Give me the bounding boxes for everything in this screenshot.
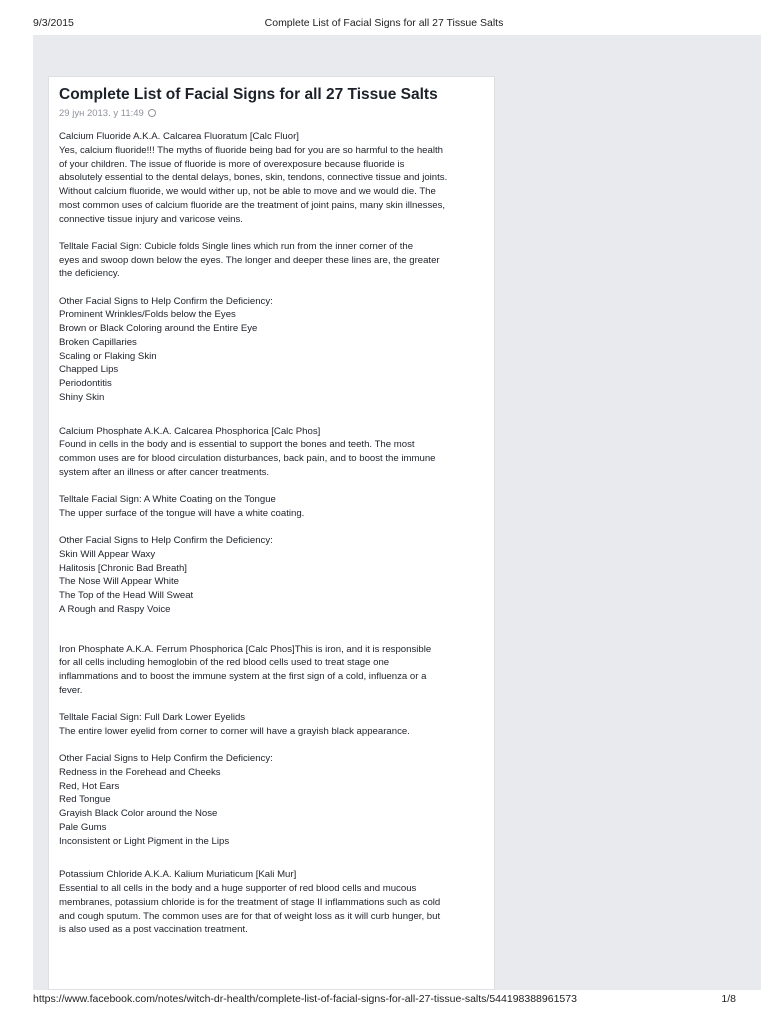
section-description-line: of your children. The issue of fluoride is more of overexposure because fluoride is xyxy=(59,158,405,170)
section-description-line: system after an illness or after cancer treatments. xyxy=(59,466,270,478)
print-url: https://www.facebook.com/notes/witch-dr-health/complete-list-of-facial-signs-for-all-27-tissue-salts/544198388961573 xyxy=(33,993,577,1005)
section-description-line: is also used as a post vaccination treatment. xyxy=(59,924,248,936)
other-sign-item: Periodontitis xyxy=(59,378,112,389)
section-heading: Calcium Fluoride A.K.A. Calcarea Fluoratum [Calc Fluor] xyxy=(59,131,299,142)
section-description-line: for all cells including hemoglobin of the red blood cells used to treat stage one xyxy=(59,657,390,669)
other-signs-heading: Other Facial Signs to Help Confirm the Deficiency: xyxy=(59,535,273,546)
print-page-number: 1/8 xyxy=(721,993,736,1005)
section-description-line: Yes, calcium fluoride!!! The myths of fluoride being bad for you are so harmful to the health xyxy=(59,144,443,156)
other-sign-item: Shiny Skin xyxy=(59,391,105,403)
spacer xyxy=(59,848,489,868)
section-heading: Potassium Chloride A.K.A. Kalium Muriaticum [Kali Mur] xyxy=(59,869,297,881)
section-description-line: Found in cells in the body and is essential to support the bones and teeth. The most xyxy=(59,439,415,451)
section-description-line: Iron Phosphate A.K.A. Ferrum Phosphorica [Calc Phos]This is iron, and it is responsible xyxy=(59,643,432,655)
section-description-line: and cough sputum. The common uses are for that of weight loss as it will curb hunger, but xyxy=(59,910,441,922)
other-sign-item: Scaling or Flaking Skin xyxy=(59,350,157,362)
note-meta xyxy=(59,108,489,120)
print-footer xyxy=(0,993,768,1013)
note-title: Complete List of Facial Signs for all 27 Tissue Salts xyxy=(59,86,438,103)
other-sign-item: Pale Gums xyxy=(59,821,107,833)
other-sign-item: Redness in the Forehead and Cheeks xyxy=(59,766,221,778)
other-sign-item: Skin Will Appear Waxy xyxy=(59,548,156,560)
spacer xyxy=(59,617,489,643)
print-title: Complete List of Facial Signs for all 27 Tissue Salts xyxy=(264,17,504,29)
other-sign-item: Inconsistent or Light Pigment in the Lips xyxy=(59,835,230,847)
spacer xyxy=(59,739,489,753)
note-body xyxy=(59,130,489,937)
spacer xyxy=(59,226,489,240)
section-description-line: inflammations and to boost the immune system at the first sign of a cold, influenza or a xyxy=(59,671,427,682)
telltale-line: The upper surface of the tongue will have a white coating. xyxy=(59,507,305,519)
print-date: 9/3/2015 xyxy=(33,17,74,29)
section-description-line: absolutely essential to the dental delays, bones, skin, tendons, connective tissue and joints. xyxy=(59,172,448,184)
other-sign-item: The Top of the Head Will Sweat xyxy=(59,590,194,601)
other-sign-item: Broken Capillaries xyxy=(59,336,137,348)
telltale-line: Telltale Facial Sign: A White Coating on the Tongue xyxy=(59,494,276,505)
section-description-line: Without calcium fluoride, we would wither up, not be able to move and we would die. The xyxy=(59,186,436,197)
other-sign-item: A Rough and Raspy Voice xyxy=(59,603,171,615)
globe-icon xyxy=(148,109,156,117)
other-sign-item: Brown or Black Coloring around the Entire Eye xyxy=(59,323,258,334)
telltale-line: the deficiency. xyxy=(59,268,120,280)
telltale-line: eyes and swoop down below the eyes. The longer and deeper these lines are, the greater xyxy=(59,254,440,266)
section-description-line: fever. xyxy=(59,684,83,696)
section-description-line: membranes, potassium chloride is for the treatment of stage II inflammations such as cold xyxy=(59,896,441,908)
other-signs-heading: Other Facial Signs to Help Confirm the Deficiency: xyxy=(59,295,273,307)
section-heading: Calcium Phosphate A.K.A. Calcarea Phosphorica [Calc Phos] xyxy=(59,425,321,437)
spacer xyxy=(59,698,489,712)
telltale-line: Telltale Facial Sign: Full Dark Lower Eyelids xyxy=(59,712,246,723)
other-sign-item: Prominent Wrinkles/Folds below the Eyes xyxy=(59,309,236,321)
other-sign-item: Red Tongue xyxy=(59,794,111,806)
other-sign-item: The Nose Will Appear White xyxy=(59,576,179,588)
other-sign-item: Red, Hot Ears xyxy=(59,780,120,792)
section-description-line: most common uses of calcium fluoride are the treatment of joint pains, many skin illnesses, xyxy=(59,199,446,211)
section-description-line: connective tissue injury and varicose veins. xyxy=(59,213,243,225)
note-date-link[interactable]: 29 jун 2013. у 11:49 xyxy=(59,108,144,119)
other-sign-item: Grayish Black Color around the Nose xyxy=(59,808,218,819)
section-description-line: Essential to all cells in the body and a huge supporter of red blood cells and mucous xyxy=(59,883,417,894)
telltale-line: The entire lower eyelid from corner to corner will have a grayish black appearance. xyxy=(59,725,410,737)
spacer xyxy=(59,521,489,535)
spacer xyxy=(59,281,489,295)
print-header xyxy=(0,0,768,32)
note-card xyxy=(48,76,495,990)
section-description-line: common uses are for blood circulation disturbances, back pain, and to boost the immune xyxy=(59,453,436,464)
other-sign-item: Halitosis [Chronic Bad Breath] xyxy=(59,562,187,574)
other-signs-heading: Other Facial Signs to Help Confirm the Deficiency: xyxy=(59,753,273,764)
spacer xyxy=(59,405,489,425)
telltale-line: Telltale Facial Sign: Cubicle folds Single lines which run from the inner corner of the xyxy=(59,240,414,252)
other-sign-item: Chapped Lips xyxy=(59,364,119,376)
spacer xyxy=(59,480,489,494)
